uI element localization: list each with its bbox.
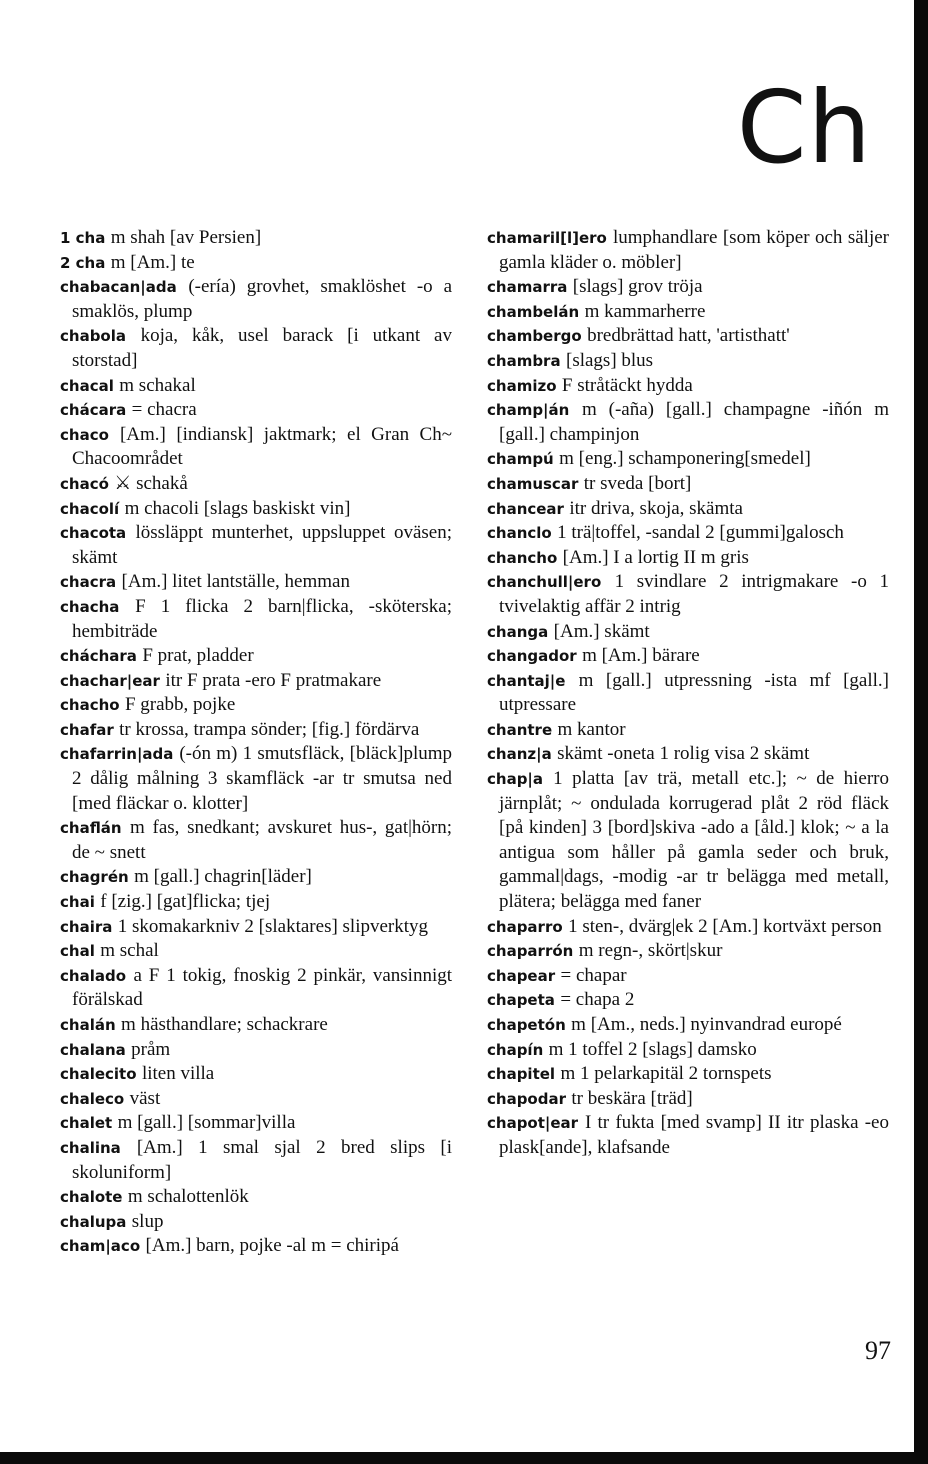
dictionary-entry — [487, 275, 889, 300]
entry-headword: chalet — [60, 1114, 113, 1133]
entry-headword: chalado — [60, 966, 126, 985]
entry-headword: champú — [487, 450, 554, 469]
dictionary-entry — [487, 1087, 889, 1112]
dictionary-entry — [487, 988, 889, 1013]
entry-definition: ⚔ schakå — [114, 472, 188, 494]
entry-headword: chalina — [60, 1138, 121, 1157]
dictionary-entry — [487, 324, 889, 349]
entry-headword: chaleco — [60, 1089, 125, 1108]
entry-definition: m chacoli [slags baskiskt vin] — [124, 497, 351, 519]
dictionary-entry — [487, 349, 889, 374]
entry-headword: chapot|ear — [487, 1114, 579, 1133]
entry-definition: [Am.] litet lantställe, hemman — [121, 571, 350, 593]
entry-headword: chapetón — [487, 1016, 566, 1034]
dictionary-entry — [60, 939, 452, 964]
entry-definition: m schakal — [119, 374, 196, 396]
entry-definition: (-ería) grovhet, smaklöshet -o a smaklös, plump — [72, 276, 453, 322]
entry-headword: chancear — [487, 499, 564, 518]
entry-headword: 2 cha — [60, 253, 106, 272]
entry-headword: chambelán — [487, 302, 580, 321]
entry-headword: chamarra — [487, 278, 568, 297]
entry-definition: m shah [av Persien] — [110, 227, 262, 248]
dictionary-entry — [487, 374, 889, 399]
entry-definition: m [gall.] chagrin[läder] — [134, 866, 312, 888]
dictionary-entry — [60, 497, 452, 522]
entry-definition: m [eng.] schamponering[smedel] — [559, 448, 811, 470]
dictionary-entry — [60, 275, 452, 324]
dictionary-entry — [60, 595, 452, 644]
entry-definition: m (-aña) [gall.] champagne -iñón m [gall.] champinjon — [499, 399, 890, 445]
entry-definition: m kammarherre — [584, 300, 706, 322]
dictionary-entry — [487, 1013, 889, 1038]
entry-headword: chacha — [60, 597, 120, 616]
entry-definition: F grabb, pojke — [124, 694, 236, 716]
entry-definition: = chacra — [131, 399, 197, 421]
entry-headword: chamuscar — [487, 474, 579, 493]
entry-definition: väst — [129, 1087, 161, 1109]
entry-definition: lössläppt munterhet, uppsluppet oväsen; skämt — [72, 522, 453, 568]
entry-definition: liten villa — [141, 1063, 215, 1085]
entry-definition: itr F prata -ero F pratmakare — [165, 669, 382, 691]
entry-definition: slup — [131, 1210, 164, 1232]
dictionary-entry — [487, 1111, 889, 1160]
entry-headword: chaflán — [60, 819, 122, 838]
entry-definition: [Am.] barn, pojke -al m = chiripá — [145, 1235, 399, 1257]
entry-headword: chaparrón — [487, 942, 574, 961]
entry-headword: chapitel — [487, 1065, 556, 1084]
scan-edge-right — [914, 0, 928, 1464]
entry-headword: chacolí — [60, 499, 120, 518]
entry-definition: [Am.] 1 smal sjal 2 bred slips [i skoluniform] — [72, 1136, 453, 1183]
dictionary-entry — [487, 964, 889, 989]
dictionary-entry — [60, 472, 452, 497]
dictionary-entry — [487, 447, 889, 472]
entry-definition: 1 trä|toffel, -sandal 2 [gummi]galosch — [557, 522, 844, 544]
entry-headword: chapín — [487, 1040, 544, 1059]
dictionary-column-left — [60, 226, 452, 1259]
dictionary-entry — [60, 644, 452, 669]
entry-definition: koja, kåk, usel barack [i utkant av storstad] — [72, 325, 452, 371]
dictionary-entry — [60, 915, 452, 940]
dictionary-entry — [60, 1234, 452, 1259]
entry-headword: cham|aco — [60, 1237, 141, 1256]
dictionary-entry — [487, 644, 889, 669]
entry-definition: itr driva, skoja, skämta — [569, 497, 743, 519]
dictionary-entry — [60, 374, 452, 399]
entry-headword: cháchara — [60, 647, 137, 666]
entry-definition: m kantor — [557, 718, 626, 740]
entry-definition: 1 sten-, dvärg|ek 2 [Am.] kortväxt person — [568, 915, 882, 937]
entry-headword: chal — [60, 942, 95, 961]
entry-definition: m [gall.] [sommar]villa — [117, 1112, 296, 1134]
dictionary-entry — [487, 226, 889, 275]
dictionary-entry — [487, 472, 889, 497]
dictionary-entry — [60, 964, 452, 1013]
entry-definition: tr krossa, trampa sönder; [fig.] fördärva — [119, 718, 420, 740]
dictionary-entry — [60, 1185, 452, 1210]
entry-definition: m fas, snedkant; avskuret hus-, gat|hörn; de ~ snett — [72, 817, 453, 863]
entry-headword: chaco — [60, 425, 109, 444]
entry-headword: chacota — [60, 524, 127, 543]
entry-definition: a F 1 tokig, fnoskig 2 pinkär, vansinnigt förälskad — [72, 964, 453, 1011]
dictionary-entry — [60, 890, 452, 915]
entry-definition: = chapar — [560, 964, 627, 986]
entry-headword: chaira — [60, 917, 113, 936]
dictionary-entry — [60, 570, 452, 595]
entry-definition: F 1 flicka 2 barn|flicka, -sköterska; hembiträde — [72, 595, 453, 642]
entry-definition: m [Am.] bärare — [582, 645, 700, 667]
entry-headword: chantre — [487, 720, 553, 739]
entry-headword: chanclo — [487, 524, 552, 543]
dictionary-entry — [60, 865, 452, 890]
dictionary-entry — [487, 620, 889, 645]
entry-definition: [slags] grov tröja — [572, 276, 703, 298]
entry-definition: = chapa 2 — [560, 989, 635, 1011]
dictionary-entry — [487, 742, 889, 767]
dictionary-entry — [487, 1038, 889, 1063]
dictionary-entry — [60, 521, 452, 570]
entry-headword: chaparro — [487, 917, 563, 936]
entry-headword: chai — [60, 893, 95, 912]
entry-definition: lumphandlare [som köper och säljer gamla kläder o. möbler] — [499, 227, 889, 273]
entry-definition: F stråtäckt hydda — [561, 374, 693, 396]
entry-definition: m [Am.] te — [110, 251, 195, 273]
entry-definition: m [gall.] utpressning -ista mf [gall.] utpressare — [499, 669, 889, 716]
entry-headword: chapeta — [487, 991, 555, 1010]
dictionary-entry — [60, 226, 452, 251]
entry-headword: chacra — [60, 573, 117, 592]
entry-headword: chachar|ear — [60, 671, 160, 690]
entry-definition: [Am.] I a lortig II m gris — [562, 546, 749, 568]
entry-headword: chácara — [60, 401, 127, 420]
dictionary-entry — [487, 669, 889, 718]
entry-definition: F prat, pladder — [142, 645, 254, 667]
entry-headword: chanz|a — [487, 745, 552, 764]
dictionary-entry — [60, 1111, 452, 1136]
entry-headword: chafarrin|ada — [60, 745, 174, 764]
dictionary-entry — [60, 1062, 452, 1087]
entry-definition: 1 platta [av trä, metall etc.]; ~ de hierro järnplåt; ~ ondulada korrugerad plåt 2 röd fläck [på kinden] 3 [bord]skiva -ado a [åld.] klok; ~ a la antigua som håller på gamla seder och bruk, gammal|dags, -modig -ar tr belägga med metall, plätera; belägga med faner — [499, 768, 889, 913]
entry-headword: chalana — [60, 1040, 126, 1059]
entry-headword: changador — [487, 647, 577, 666]
entry-headword: chabacan|ada — [60, 278, 177, 297]
entry-headword: 1 cha — [60, 229, 106, 247]
entry-headword: chancho — [487, 548, 558, 567]
entry-definition: I tr fukta [med svamp] II itr plaska -eo plask[ande], klafsande — [499, 1112, 889, 1158]
dictionary-entry — [60, 398, 452, 423]
entry-headword: chap|a — [487, 770, 544, 789]
dictionary-entry — [60, 1210, 452, 1235]
dictionary-entry — [487, 767, 889, 915]
page-number: 97 — [865, 1336, 891, 1365]
dictionary-entry — [487, 570, 889, 619]
entry-definition: [Am.] [indiansk] jaktmark; el Gran Ch~ Chacoområdet — [72, 423, 453, 470]
dictionary-entry — [487, 546, 889, 571]
dictionary-entry — [487, 521, 889, 546]
dictionary-entry — [487, 718, 889, 743]
dictionary-entry — [487, 300, 889, 325]
entry-headword: chapodar — [487, 1089, 566, 1108]
entry-definition: tr sveda [bort] — [583, 472, 692, 494]
dictionary-entry — [60, 1038, 452, 1063]
entry-definition: m 1 pelarkapitäl 2 tornspets — [560, 1063, 772, 1085]
entry-definition: 1 skomakarkniv 2 [slaktares] slipverktyg — [117, 915, 429, 937]
dictionary-entry — [60, 816, 452, 865]
entry-definition: m schalottenlök — [127, 1186, 249, 1208]
dictionary-entry — [60, 669, 452, 694]
entry-headword: chambra — [487, 351, 561, 370]
entry-definition: (-ón m) 1 smutsfläck, [bläck]plump 2 dålig målning 3 skamfläck -ar tr smutsa ned [med fläckar o. klotter] — [72, 743, 453, 814]
dictionary-entry — [60, 423, 452, 472]
entry-headword: chalecito — [60, 1065, 137, 1084]
section-letter-heading: Ch — [736, 69, 872, 186]
entry-headword: chambergo — [487, 327, 582, 346]
entry-headword: chamaril[l]ero — [487, 229, 607, 247]
entry-headword: chalupa — [60, 1212, 127, 1231]
entry-definition: [slags] blus — [566, 349, 654, 371]
entry-headword: chamizo — [487, 376, 557, 395]
dictionary-entry — [60, 718, 452, 743]
entry-headword: chacó — [60, 474, 109, 493]
entry-definition: skämt -oneta 1 rolig visa 2 skämt — [557, 743, 810, 765]
dictionary-entry — [60, 324, 452, 373]
dictionary-entry — [487, 915, 889, 940]
dictionary-entry — [487, 1062, 889, 1087]
entry-headword: chalán — [60, 1016, 116, 1034]
entry-definition: m schal — [100, 940, 159, 962]
scan-edge-bottom — [0, 1452, 928, 1464]
entry-headword: chapear — [487, 966, 556, 985]
dictionary-column-right — [487, 226, 889, 1161]
dictionary-entry — [487, 497, 889, 522]
dictionary-entry — [60, 251, 452, 276]
entry-headword: chantaj|e — [487, 671, 566, 690]
entry-definition: m regn-, skört|skur — [578, 940, 723, 962]
entry-headword: chafar — [60, 720, 114, 739]
dictionary-entry — [60, 1087, 452, 1112]
entry-headword: chagrén — [60, 868, 129, 887]
entry-headword: chacal — [60, 376, 114, 395]
dictionary-entry — [60, 693, 452, 718]
entry-definition: m [Am., neds.] nyinvandrad europé — [571, 1014, 842, 1035]
entry-headword: chalote — [60, 1188, 123, 1207]
entry-definition: m hästhandlare; schackrare — [121, 1014, 328, 1035]
entry-headword: chabola — [60, 327, 126, 346]
entry-definition: f [zig.] [gat]flicka; tjej — [100, 891, 271, 913]
entry-definition: [Am.] skämt — [553, 620, 650, 642]
entry-headword: chanchull|ero — [487, 573, 602, 592]
entry-headword: changa — [487, 622, 549, 641]
dictionary-entry — [487, 939, 889, 964]
entry-definition: 1 svindlare 2 intrigmakare -o 1 tvivelaktig affär 2 intrig — [499, 571, 889, 617]
dictionary-entry — [60, 1136, 452, 1185]
dictionary-entry — [60, 742, 452, 816]
entry-definition: m 1 toffel 2 [slags] damsko — [548, 1038, 757, 1060]
entry-definition: bredbrättad hatt, 'artisthatt' — [587, 325, 790, 347]
entry-definition: pråm — [131, 1038, 171, 1060]
entry-headword: chacho — [60, 696, 120, 715]
entry-definition: tr beskära [träd] — [571, 1087, 693, 1109]
dictionary-entry — [487, 398, 889, 447]
dictionary-entry — [60, 1013, 452, 1038]
entry-headword: champ|án — [487, 401, 570, 420]
